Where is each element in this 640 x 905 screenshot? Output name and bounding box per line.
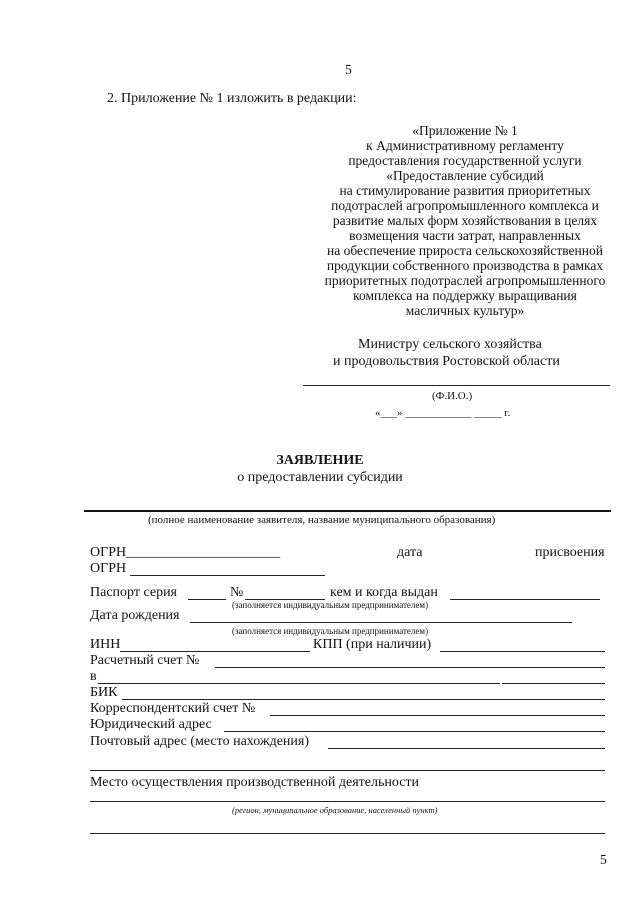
issued-by-field[interactable] — [450, 599, 600, 600]
ogrn2-field[interactable] — [130, 575, 325, 576]
corr-account-label: Корреспондентский счет № — [90, 701, 256, 716]
kpp-field[interactable] — [440, 651, 605, 652]
page-number-bottom: 5 — [600, 852, 607, 867]
intro-text: 2. Приложение № 1 изложить в редакции: — [107, 91, 357, 106]
ip-note-1: (заполняется индивидуальным предпринимателем) — [232, 600, 429, 610]
date-label: дата — [397, 545, 423, 560]
account-field[interactable] — [215, 667, 605, 668]
bik-field[interactable] — [122, 699, 605, 700]
appendix-line: «Приложение № 1 — [412, 123, 518, 138]
postal-address-extra-line[interactable] — [90, 770, 605, 771]
issued-by-label: кем и когда выдан — [330, 585, 438, 600]
inn-label: ИНН — [90, 637, 121, 652]
legal-address-field[interactable] — [224, 731, 605, 732]
appendix-header — [300, 123, 630, 318]
document-title: ЗАЯВЛЕНИЕ — [276, 453, 364, 468]
birth-date-label: Дата рождения — [90, 608, 180, 623]
appendix-line: к Административному регламенту — [366, 138, 564, 153]
ip-note-2: (заполняется индивидуальным предпринимателем) — [232, 626, 429, 636]
appendix-line: развитие малых форм хозяйствования в целях — [332, 213, 598, 228]
fio-underline — [303, 385, 610, 386]
ogrn2-label: ОГРН — [90, 561, 127, 576]
appendix-line: на стимулирование развития приоритетных — [339, 183, 591, 198]
appendix-line: масличных культур» — [405, 303, 525, 318]
region-caption: (регион, муниципальное образование, населенный пункт) — [232, 805, 438, 815]
appendix-line: на обеспечение прироста сельскохозяйственной — [327, 243, 603, 258]
production-place-extra-line[interactable] — [90, 833, 605, 834]
appendix-line: комплекса на поддержку выращивания — [353, 288, 577, 303]
corr-account-field[interactable] — [270, 715, 605, 716]
date-line: «___» ____________ _____ г. — [375, 407, 511, 419]
applicant-underline — [84, 510, 611, 512]
bank-field-ext[interactable] — [502, 683, 605, 684]
addressee-line-1: Министру сельского хозяйства — [358, 337, 542, 352]
appendix-line: предоставления государственной услуги — [348, 153, 582, 168]
production-place-field[interactable] — [90, 801, 605, 802]
appendix-line: продукции собственного производства в рамках — [326, 258, 604, 273]
legal-address-label: Юридический адрес — [90, 717, 212, 732]
fio-caption: (Ф.И.О.) — [432, 390, 473, 402]
account-label: Расчетный счет № — [90, 653, 200, 668]
bank-field[interactable] — [98, 683, 500, 684]
appendix-line: возмещения части затрат, направленных — [349, 228, 581, 243]
assign-label: присвоения — [535, 545, 605, 560]
appendix-line: приоритетных подотраслей агропромышленного — [324, 273, 606, 288]
ogrn-label: ОГРН______________________ — [90, 545, 281, 560]
postal-address-field[interactable] — [328, 748, 605, 749]
applicant-caption: (полное наименование заявителя, название муниципального образования) — [148, 514, 496, 526]
birth-date-field[interactable] — [190, 622, 572, 623]
passport-series-label: Паспорт серия — [90, 585, 177, 600]
addressee-line-2: и продовольствия Ростовской области — [333, 354, 560, 369]
appendix-line: «Предоставление субсидий — [386, 168, 544, 183]
kpp-label: КПП (при наличии) — [313, 637, 432, 652]
bank-in-label: в — [90, 669, 97, 684]
page-number-top: 5 — [345, 62, 352, 77]
postal-address-label: Почтовый адрес (место нахождения) — [90, 734, 309, 749]
passport-series-field[interactable] — [188, 599, 226, 600]
production-place-label: Место осуществления производственной деятельности — [90, 775, 420, 790]
inn-field[interactable] — [120, 651, 310, 652]
appendix-line: подотраслей агропромышленного комплекса и — [331, 198, 599, 213]
bik-label: БИК — [90, 685, 118, 700]
document-subtitle: о предоставлении субсидии — [237, 470, 403, 485]
passport-no-label: № — [230, 585, 244, 600]
